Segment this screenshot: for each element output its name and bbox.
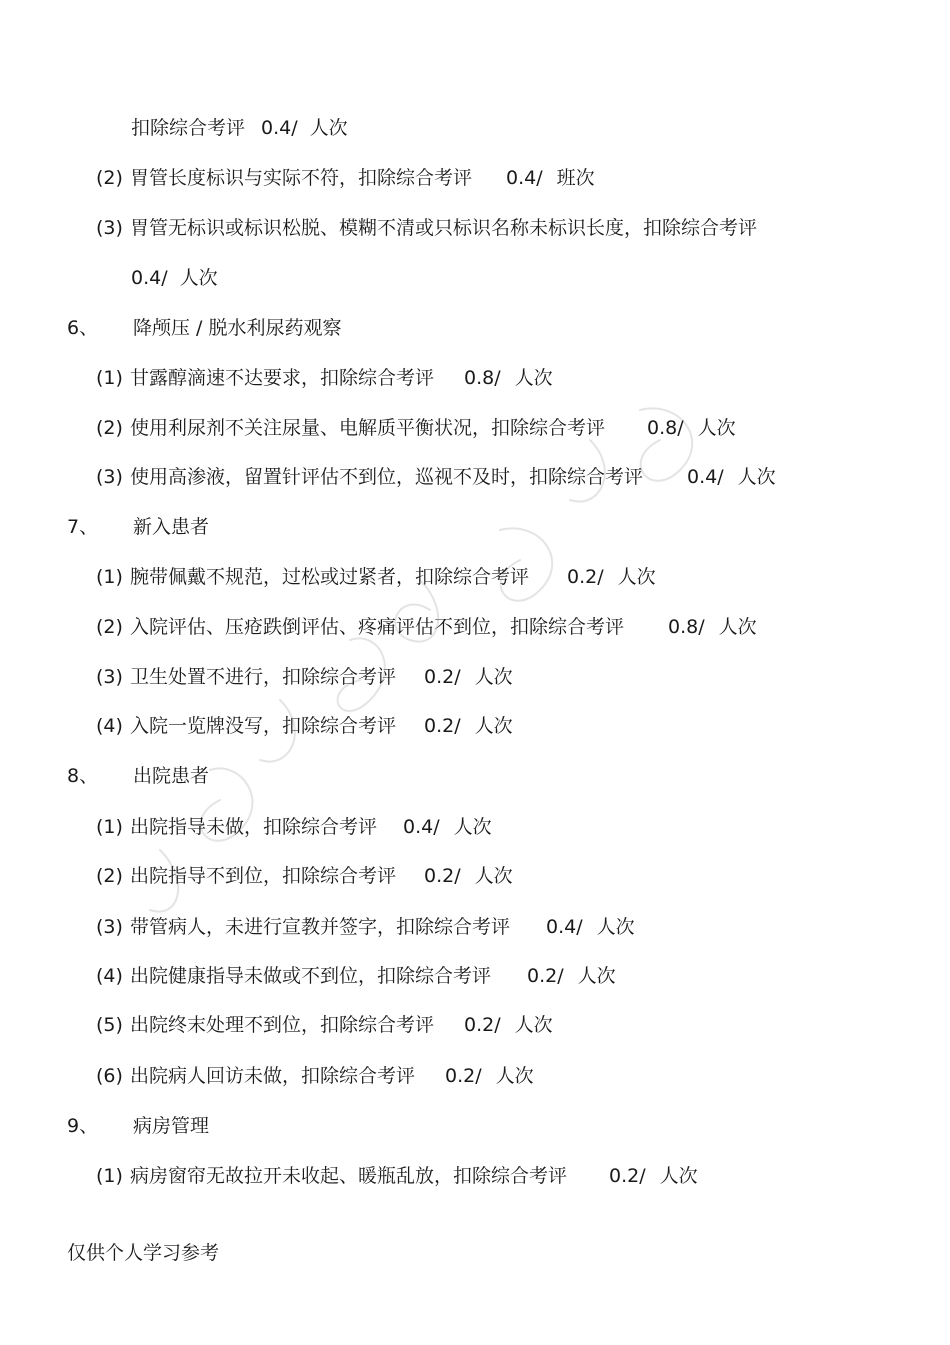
item-number: (4) [96,965,123,987]
line-text: 胃管无标识或标识松脱、模糊不清或只标识名称未标识长度，扣除综合考评 [130,217,758,239]
line-unit: 人次 [617,566,656,588]
line-unit: 人次 [718,616,757,638]
footer-note: 仅供个人学习参考 [67,1242,220,1264]
line-text: 使用高渗液，留置针评估不到位，巡视不及时，扣除综合考评 [130,466,644,488]
line-score: 0.4/ [506,167,543,189]
item-line [96,1164,698,1188]
line-unit: 人次 [514,1014,553,1036]
item-number: (1) [96,1165,123,1187]
item-line [96,366,553,390]
item-line [96,714,513,738]
line-text: 扣除综合考评 [131,117,246,139]
item-number: (2) [96,167,123,189]
line-unit: 人次 [474,666,513,688]
line-score: 0.4/ [261,117,298,139]
section-number: 9、 [67,1115,99,1137]
line-unit: 人次 [659,1165,698,1187]
item-number: (2) [96,417,123,439]
line-unit: 人次 [309,117,348,139]
line-unit: 班次 [556,167,595,189]
item-line [96,465,776,489]
line-score: 0.2/ [445,1065,482,1087]
line-score: 0.2/ [527,965,564,987]
section-heading [67,515,209,539]
line-unit: 人次 [697,417,736,439]
line-text: 病房窗帘无故拉开未收起、暖瓶乱放，扣除综合考评 [130,1165,568,1187]
section-heading [67,1114,209,1138]
section-heading [67,316,341,340]
line-text: 出院指导未做，扣除综合考评 [130,816,378,838]
line-text: 入院评估、压疮跌倒评估、疼痛评估不到位，扣除综合考评 [130,616,625,638]
item-number: (6) [96,1065,123,1087]
line-continuation [131,266,218,290]
item-line [96,1013,553,1037]
line-score: 0.2/ [424,715,461,737]
item-line [96,665,513,689]
line-unit: 人次 [474,865,513,887]
section-heading [67,764,209,788]
line-text: 甘露醇滴速不达要求，扣除综合考评 [130,367,435,389]
item-line [96,615,757,639]
line-score: 0.2/ [424,666,461,688]
line-score: 0.4/ [687,466,724,488]
item-line [96,1064,534,1088]
line-text: 腕带佩戴不规范，过松或过紧者，扣除综合考评 [130,566,530,588]
line-score: 0.8/ [647,417,684,439]
line-text: 带管病人，未进行宣教并签字，扣除综合考评 [130,916,511,938]
item-line [96,964,616,988]
item-number: (2) [96,865,123,887]
line-text: 入院一览牌没写，扣除综合考评 [130,715,397,737]
item-number: (1) [96,367,123,389]
line-text: 出院健康指导未做或不到位，扣除综合考评 [130,965,492,987]
item-number: (2) [96,616,123,638]
item-line [96,864,513,888]
item-line [96,565,656,589]
line-text: 出院病人回访未做，扣除综合考评 [130,1065,416,1087]
item-line [96,915,635,939]
line-continuation [131,116,348,140]
item-line [96,815,492,839]
item-number: (3) [96,916,123,938]
item-line [96,166,595,190]
line-unit: 人次 [577,965,616,987]
line-text: 出院终末处理不到位，扣除综合考评 [130,1014,435,1036]
section-title: 病房管理 [133,1115,210,1137]
line-score: 0.8/ [464,367,501,389]
line-score: 0.2/ [567,566,604,588]
item-number: (4) [96,715,123,737]
line-score: 0.8/ [668,616,705,638]
item-line [96,416,736,440]
line-score: 0.4/ [403,816,440,838]
line-text: 卫生处置不进行，扣除综合考评 [130,666,397,688]
line-text: 出院指导不到位，扣除综合考评 [130,865,397,887]
section-number: 7、 [67,516,99,538]
item-number: (3) [96,217,123,239]
line-unit: 人次 [495,1065,534,1087]
section-title: 新入患者 [133,516,210,538]
section-number: 6、 [67,317,99,339]
item-number: (5) [96,1014,123,1036]
line-score: 0.4/ [131,267,168,289]
line-score: 0.2/ [424,865,461,887]
item-number: (3) [96,466,123,488]
watermark [120,380,740,940]
section-number: 8、 [67,765,99,787]
line-text: 使用利尿剂不关注尿量、电解质平衡状况，扣除综合考评 [130,417,606,439]
section-title: 降颅压 / 脱水利尿药观察 [133,317,342,339]
line-score: 0.4/ [546,916,583,938]
line-unit: 人次 [596,916,635,938]
line-unit: 人次 [453,816,492,838]
line-unit: 人次 [474,715,513,737]
item-line [96,216,757,240]
line-score: 0.2/ [464,1014,501,1036]
line-unit: 人次 [179,267,218,289]
item-number: (1) [96,566,123,588]
item-number: (1) [96,816,123,838]
line-text: 胃管长度标识与实际不符，扣除综合考评 [130,167,473,189]
line-unit: 人次 [514,367,553,389]
line-unit: 人次 [737,466,776,488]
section-title: 出院患者 [133,765,210,787]
line-score: 0.2/ [609,1165,646,1187]
item-number: (3) [96,666,123,688]
